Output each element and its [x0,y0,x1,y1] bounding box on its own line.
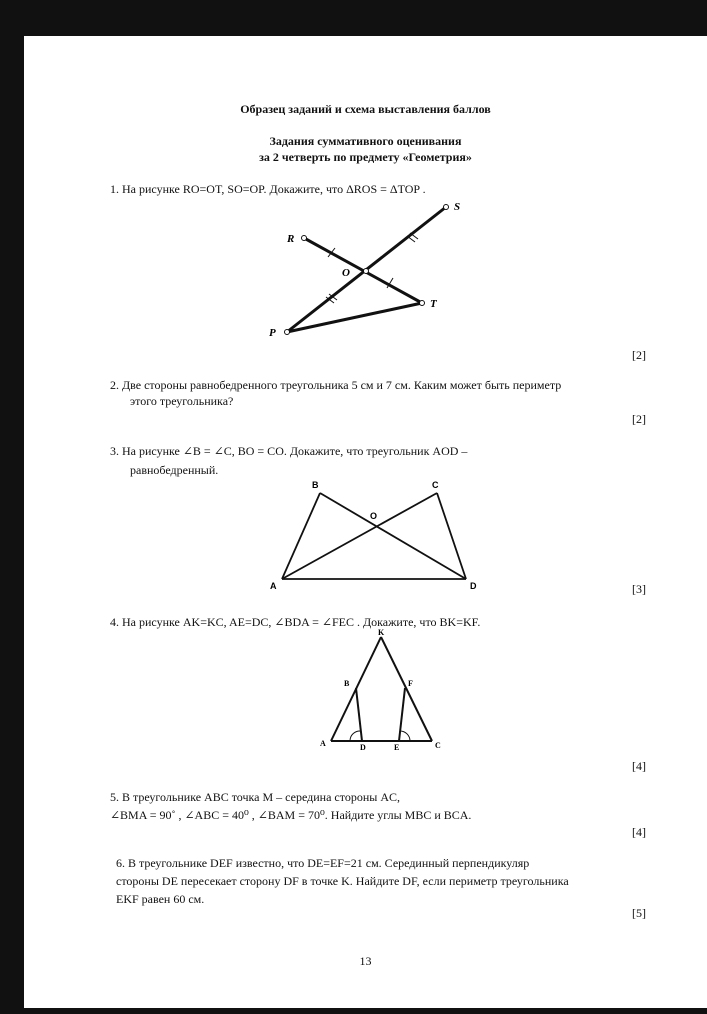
task-5-text-line2: ∠BMA = 90˚ , ∠ABC = 40⁰ , ∠BAM = 70⁰. Найдите углы MBC и BCA. [110,808,472,822]
task-2-points: [2] [632,412,646,426]
task-2-text-line1: 2. Две стороны равнобедренного треугольника 5 см и 7 см. Каким может быть периметр [110,378,562,392]
document-subtitle-line2: за 2 четверть по предмету «Геометрия» [259,150,472,164]
label-b: B [312,480,319,490]
task-3-text-line1: 3. На рисунке ∠B = ∠C, BO = CO. Докажите, что треугольник AOD – [110,444,468,458]
label-r: R [287,233,295,245]
document-title: Образец заданий и схема выставления баллов [240,102,491,116]
task-1-text: 1. На рисунке RO=OT, SO=OP. Докажите, что ΔROS = ΔTOP . [110,182,426,196]
task-4-figure [24,36,707,756]
label-c: C [435,741,441,750]
task-4-points: [4] [632,759,646,773]
label-a: A [320,739,326,748]
task-3-points: [3] [632,582,646,596]
label-o: O [342,267,350,279]
label-a: A [270,581,277,591]
task-6-points: [5] [632,906,646,920]
document-page [24,36,707,1008]
task-1-points: [2] [632,348,646,362]
task-4-text: 4. На рисунке AK=KC, AE=DC, ∠BDA = ∠FEC . Докажите, что BK=KF. [110,615,481,629]
label-k: K [378,628,385,637]
label-d: D [360,743,366,752]
task-6-text-line3: EKF равен 60 см. [116,892,205,906]
label-t: T [430,298,437,310]
task-3-text-line2: равнобедренный. [130,463,219,477]
label-s: S [454,201,461,213]
label-d: D [470,581,477,591]
label-c: C [432,480,439,490]
task-5-points: [4] [632,825,646,839]
label-o: O [370,511,378,521]
label-p: P [269,327,276,339]
segment-fe [399,688,405,741]
label-e: E [394,743,400,752]
page-number: 13 [359,954,372,968]
label-b: B [344,679,350,688]
angle-arc-bda [350,731,361,741]
task-6-text-line1: 6. В треугольнике DEF известно, что DE=EF=21 см. Серединный перпендикуляр [116,856,530,870]
label-f: F [408,679,413,688]
task-6-text-line2: стороны DE пересекает сторону DF в точке K. Найдите DF, если периметр треугольника [116,874,569,888]
side-kc [381,637,432,741]
document-subtitle-line1: Задания суммативного оценивания [269,134,462,148]
segment-bd [356,688,362,741]
task-5-text-line1: 5. В треугольнике ABC точка M – середина стороны AC, [110,790,400,804]
task-2-text-line2: этого треугольника? [130,394,234,408]
angle-arc-fec [400,731,410,741]
